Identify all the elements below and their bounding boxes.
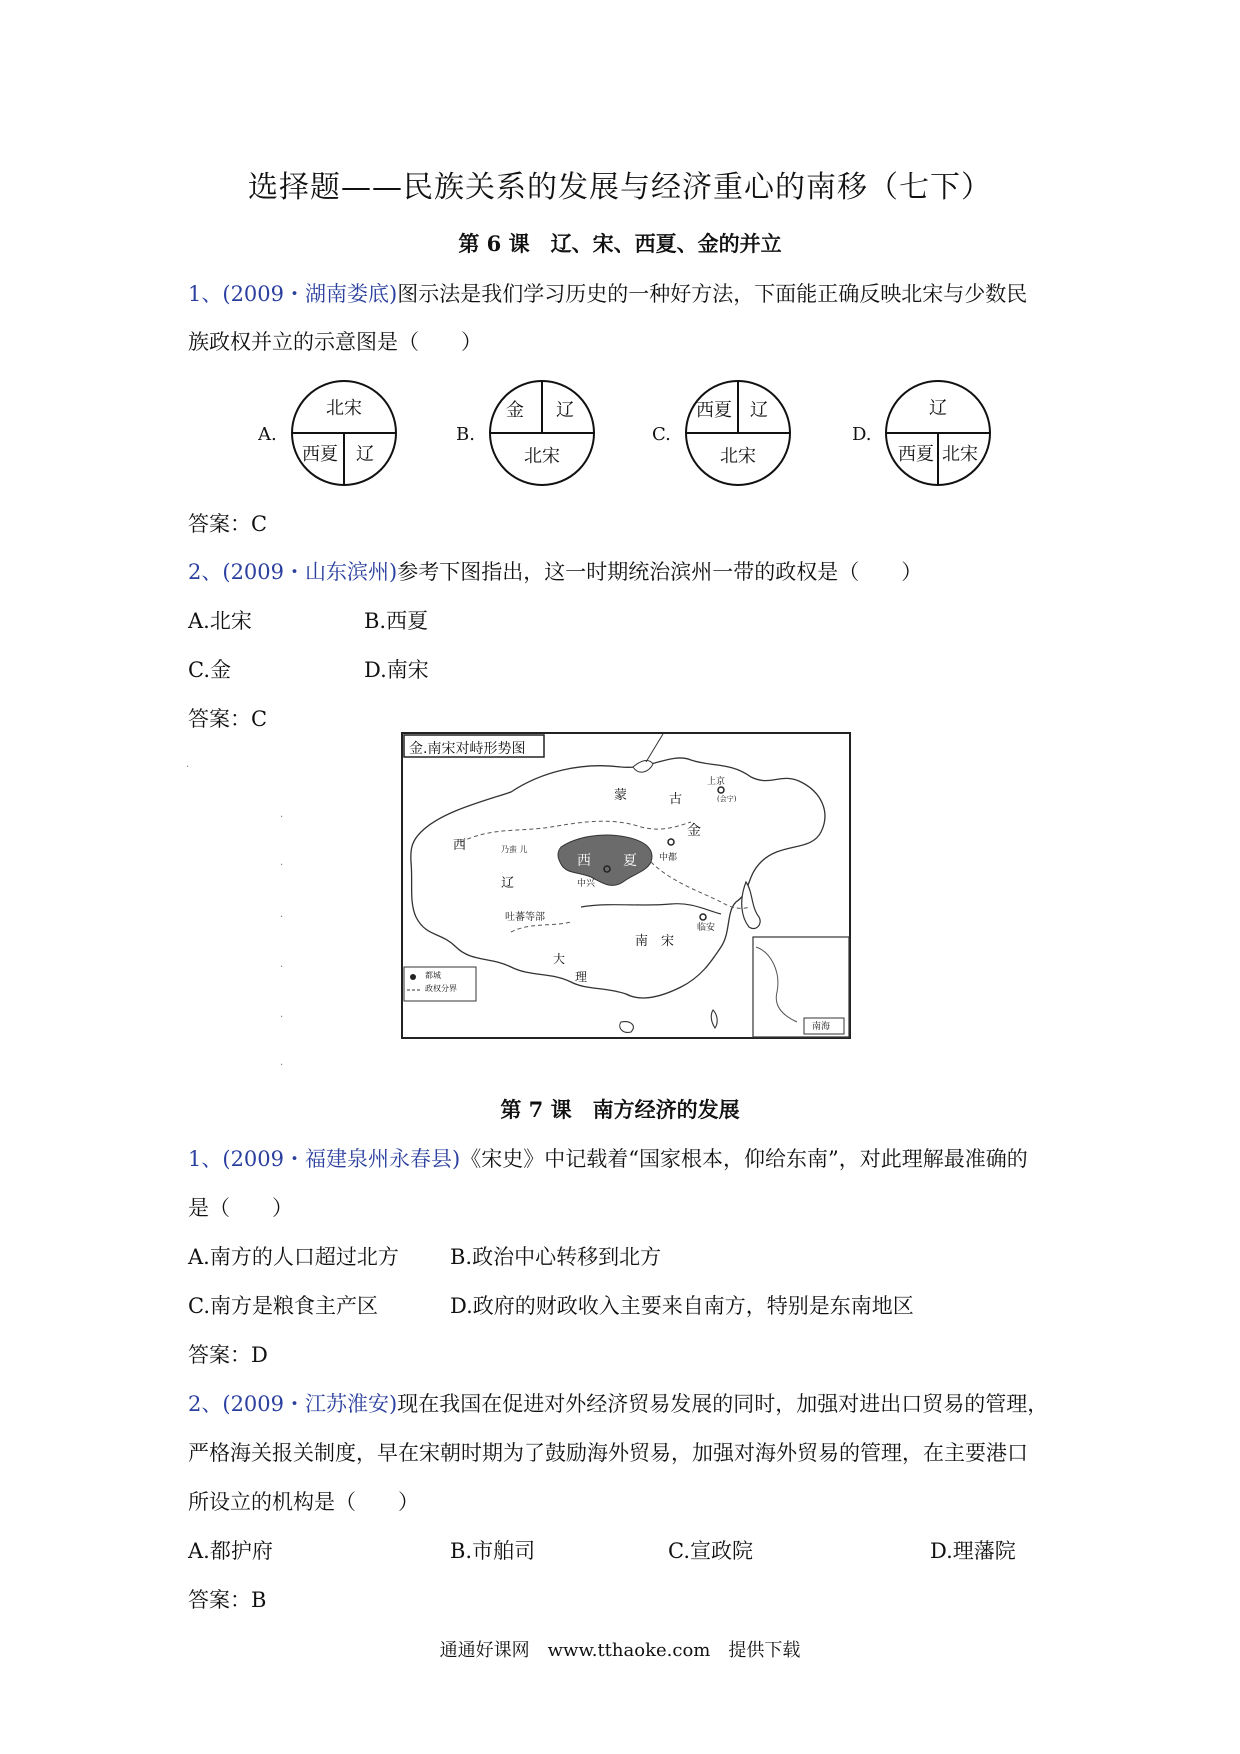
question-stem: 《宋史》中记载着“国家根本，仰给东南”，对此理解最准确的 (460, 1147, 1028, 1171)
map-label-menggu-2: 古 (669, 792, 683, 807)
map-label-linan: 临安 (697, 923, 716, 933)
map-legend-border: 政权分界 (425, 984, 457, 993)
page-footer: 通通好课网 www.tthaoke.com 提供下载 (439, 1640, 801, 1661)
option-label: A. (258, 424, 277, 445)
question-number: 1、 (188, 282, 223, 306)
answer-l7-1: 答案：D (188, 1343, 268, 1367)
margin-dot: · (280, 860, 284, 871)
answer-l7-2: 答案：B (188, 1588, 267, 1612)
segment-top-right: 辽 (556, 400, 574, 421)
question-source: (2009・湖南娄底) (222, 282, 398, 306)
question-l6-2 (188, 556, 922, 586)
map-label-zhongdu: 中都 (659, 853, 678, 863)
segment-bottom-left: 西夏 (898, 444, 934, 465)
option-label: B. (456, 424, 475, 445)
margin-dot: · (280, 1060, 284, 1071)
option-b: B.政治中心转移到北方 (450, 1245, 662, 1269)
map-label-xixia-1: 西 (577, 853, 591, 869)
question-number: 2、 (188, 1392, 223, 1416)
segment-top: 辽 (929, 398, 947, 419)
segment-top-left: 西夏 (696, 400, 732, 421)
option-a-diagram (258, 378, 398, 494)
map-label-xiliao-1: 西 (453, 838, 467, 853)
segment-top-left: 金 (506, 400, 524, 421)
option-d-diagram (852, 378, 992, 494)
segment-top-right: 辽 (750, 400, 768, 421)
map-label-nansong-1: 南 (635, 934, 649, 949)
segment-bottom-left: 西夏 (302, 444, 338, 465)
segment-bottom-right: 北宋 (942, 444, 978, 465)
segment-bottom-right: 辽 (356, 444, 374, 465)
answer-l6-1: 答案：C (188, 512, 268, 536)
map-label-nansong-2: 宋 (661, 934, 675, 949)
map-legend-capital: 都城 (425, 971, 441, 980)
map-label-xiliao-2: 辽 (501, 876, 515, 891)
map-label-naiman: 乃蛮 儿 (501, 845, 528, 854)
segment-bottom: 北宋 (720, 446, 756, 467)
segment-top: 北宋 (326, 398, 362, 419)
segment-bottom: 北宋 (524, 446, 560, 467)
option-b: B.西夏 (364, 609, 429, 633)
option-a: A.北宋 (188, 609, 252, 633)
option-d: D.政府的财政收入主要来自南方，特别是东南地区 (450, 1294, 914, 1318)
option-d: D.南宋 (364, 658, 429, 682)
question-stem: 图示法是我们学习历史的一种好方法，下面能正确反映北宋与少数民 (397, 282, 1028, 306)
map-label-xixia-2: 夏 (623, 853, 637, 869)
option-label: D. (852, 424, 872, 445)
question-l7-2-line1 (188, 1388, 1048, 1418)
option-d: D.理藩院 (930, 1539, 1016, 1563)
question-l6-1-line2: 族政权并立的示意图是（ ） (188, 330, 482, 354)
option-c: C.南方是粮食主产区 (188, 1294, 378, 1318)
map-title: 金.南宋对峙形势图 (409, 741, 526, 757)
margin-dot: · (280, 1012, 284, 1023)
map-label-menggu-1: 蒙 (614, 788, 628, 803)
map-label-dali-2: 理 (575, 970, 588, 984)
jin-song-map (401, 732, 851, 1039)
map-label-huining: (会宁) (717, 795, 737, 803)
margin-dot: · (280, 812, 284, 823)
option-a: A.都护府 (188, 1539, 273, 1563)
question-number: 1、 (188, 1147, 223, 1171)
question-source: (2009・福建泉州永春县) (222, 1147, 461, 1171)
question-stem: 参考下图指出，这一时期统治滨州一带的政权是（ ） (397, 560, 923, 584)
option-label: C. (652, 424, 671, 445)
map-label-zhongxing: 中兴 (577, 879, 596, 889)
question-source: (2009・山东滨州) (222, 560, 398, 584)
map-label-nanhai: 南海 (812, 1022, 831, 1032)
question-stem: 现在我国在促进对外经济贸易发展的同时，加强对进出口贸易的管理， (397, 1392, 1049, 1416)
map-label-tubo: 吐蕃等部 (505, 912, 545, 923)
option-c: C.金 (188, 658, 231, 682)
map-label-shangjing: 上京 (707, 777, 726, 787)
lesson-7-heading: 第 7 课 南方经济的发展 (500, 1097, 740, 1122)
question-l7-1-line1 (188, 1143, 1028, 1173)
option-a: A.南方的人口超过北方 (188, 1245, 399, 1269)
question-number: 2、 (188, 560, 223, 584)
question-l7-2-line3: 所设立的机构是（ ） (188, 1490, 419, 1514)
question-l7-1-line2: 是（ ） (188, 1196, 293, 1220)
option-b: B.市舶司 (450, 1539, 536, 1563)
question-source: (2009・江苏淮安) (222, 1392, 398, 1416)
option-b-diagram (456, 378, 596, 494)
map-label-jin: 金 (687, 823, 701, 839)
page-title: 选择题——民族关系的发展与经济重心的南移（七下） (248, 170, 992, 205)
margin-dot: · (186, 762, 190, 773)
map-label-dali-1: 大 (553, 952, 566, 966)
option-c: C.宣政院 (668, 1539, 753, 1563)
margin-dot: · (280, 962, 284, 973)
question-l7-2-line2: 严格海关报关制度，早在宋朝时期为了鼓励海外贸易，加强对海外贸易的管理，在主要港口 (188, 1441, 1028, 1465)
answer-l6-2: 答案：C (188, 707, 268, 731)
margin-dot: · (280, 912, 284, 923)
question-l6-1-line1 (188, 278, 1027, 308)
lesson-6-heading: 第 6 课 辽、宋、西夏、金的并立 (458, 231, 782, 256)
option-c-diagram (652, 378, 792, 494)
